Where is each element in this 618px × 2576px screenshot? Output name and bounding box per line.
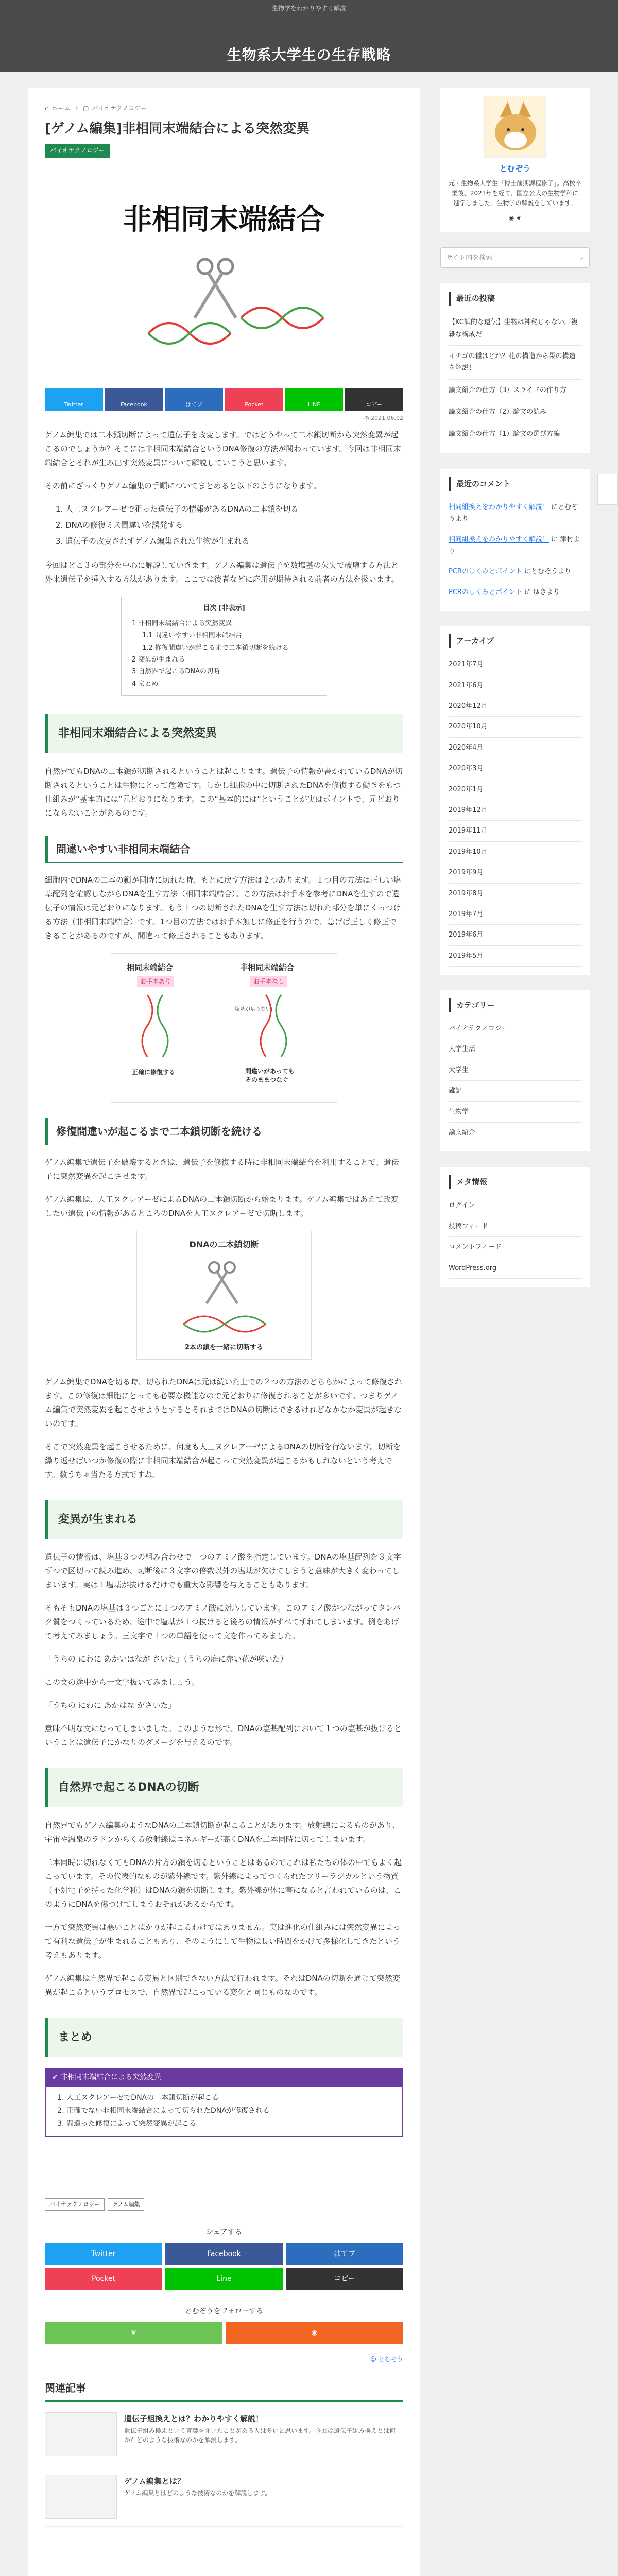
comment-item: 相同組換えをわかりやすく解説！ にとむぞうより [449,503,578,523]
comment-item: PCRのしくみとポイント にとむぞうより [449,568,572,576]
toc-item[interactable]: 1 非相同末端結合による突然変異 [132,619,232,628]
profile-name[interactable]: とむぞう [499,164,530,173]
archive-link[interactable]: 2020年10月 [449,717,581,737]
share-buttons-bottom [45,2243,403,2290]
intro-paragraph-1: ゲノム編集では二本鎖切断によって遺伝子を改変します。ではどうやって二本鎖切断から突然変異が起こるのでしょうか？そこには非相同末端結合というDNA修復の方法が関わっています。今回は非相同末端結合とそれが生み出す突然変異について解説していこうと思います。 [45,430,401,468]
clock-icon: ◷ [364,414,369,421]
example-sentence: 「うちの にわに あかいはなが さいた」（うちの庭に赤い花が咲いた） [45,1654,288,1664]
section-paragraph: 自然界でもDNAの二本鎖が切断されるということは起こります。遺伝子の情報が書かれているDNAが切断されるということは生物にとって危険です。しかし細胞の中に切断されたDNAを修復する働きをもつ仕組みが“基本的には”元どおりになります。この“基本的には”ということが実はポイントで、元どおりにならないことがあるのです。 [45,766,403,818]
recent-post-link[interactable]: イチゴの種はどれ？花の構造から果の構造を解説！ [449,346,581,380]
section-paragraph: ゲノム編集で遺伝子を破壊するときは、遺伝子を修復する時に非相同末端結合を利用することで、遺伝子に突然変異を起こさせます。 [45,1157,399,1181]
figure-label-nonhomologous: 非相同末端結合 [240,962,295,972]
archive-link[interactable]: 2019年5月 [449,946,581,967]
figure-badge-template: お手本あり [137,976,174,988]
comment-link[interactable]: 相同組換えをわかりやすく解説！ [449,503,550,511]
tag-link[interactable]: ゲノム編集 [108,2198,144,2211]
article-title: [ゲノム編集]非相同末端結合による突然変異 [45,121,310,137]
related-thumbnail[interactable] [45,2475,117,2519]
section-paragraph: 細胞内でDNAの二本の鎖が同時に切れた時、もとに戻す方法は２つあります。１つ目の方法は正しい塩基配列を確認しながらDNAを生す方法（相同末端結合）。この方法はお手本を参考にDNAを生すので遺伝子の情報は元どおりになります。もう１つの切断されたDNAを生す方法は切れた部分を単にくっつける方法（非相同末端結合）です。1つ目の方法ではお手本無しに修正を行うので、急げば正しく修正できることがあるのですが、間違って修正されることもあります。 [45,875,401,940]
dog-icon [485,96,546,158]
home-icon: ⌂ [45,105,49,112]
meta-link[interactable]: コメントフィード [449,1237,581,1258]
tag-list [45,2198,403,2211]
toc-item[interactable]: 2 変異が生まれる [132,655,185,664]
dna-repair-illustration [111,954,338,1103]
tag-link[interactable]: バイオテクノロジー [45,2198,105,2211]
meta-widget [440,1167,590,1287]
copy-share-button[interactable]: コピー [286,2268,403,2290]
figure-label-homologous: 相同末端結合 [127,962,174,972]
widget-title: 最近のコメント [449,477,581,491]
toc-item[interactable]: 4 まとめ [132,680,159,688]
profile-description: 元・生物系大学生「博士前期課程修了」。高校卒業後、2021年を経て、国立公大の生物学科に進学しました。生物学の解説をしています。 [449,180,582,207]
category-link[interactable]: 大学生活 [449,1039,581,1060]
toc-item[interactable]: 3 自然界で起こるDNAの切断 [132,668,220,676]
meta-link[interactable]: ログイン [449,1195,581,1216]
avatar [484,96,546,158]
line-share-button[interactable]: LINE [285,388,344,411]
comment-item: PCRのしくみとポイント に ゆきより [449,588,560,596]
meta-link[interactable]: WordPress.org [449,1258,581,1279]
related-heading: 関連記事 [45,2379,403,2402]
example-sentence: 「うちの にわに あかはな がさいた」 [45,1701,176,1710]
section-heading-3: 自然界で起こるDNAの切断 [45,1768,403,1807]
category-link[interactable]: 雑記 [449,1081,581,1101]
archive-link[interactable]: 2020年4月 [449,738,581,758]
site-title[interactable]: 生物系大学生の生存戦略 [227,46,391,63]
archive-link[interactable]: 2021年6月 [449,675,581,696]
dna-cut-illustration [137,1231,312,1360]
intro-paragraph-2: その前にざっくりゲノム編集の手順についてまとめると以下のようになります。 [45,481,321,491]
double-strand-break-figure [136,1231,312,1360]
example-note: この文の途中から一文字抜いてみましょう。 [45,1677,200,1687]
related-desc: ゲノム編集とはどのような技術なのかを解説します。 [124,2489,271,2497]
toc-item[interactable]: 1.2 修復間違いが起こるまで二本鎖切断を続ける [142,643,289,652]
site-header [0,0,618,72]
copy-share-button[interactable]: コピー [345,388,403,411]
list-item: 1. 人工ヌクレアーゼで狙った遺伝子の情報があるDNAの二本鎖を切る [65,502,403,516]
category-badge[interactable]: バイオテクノロジー [45,144,110,158]
section-paragraph: ゲノム編集は、人工ヌクレアーゼによるDNAの二本鎖切断から始まります。ゲノム編集ではあえて改変したい遺伝子の情報があるところのDNAを人工ヌクレアーゼで切断します。 [45,1194,399,1218]
figure-caption-inaccurate: 間違いがあっても そのままつなぐ [245,1067,295,1083]
archive-link[interactable]: 2020年12月 [449,696,581,717]
recent-comments-widget [440,469,590,611]
section-paragraph: 一方で突然変異は悪いことばかりが起こるわけではありません。実は進化の仕組みには突然変異によって有利な遺伝子が生まれることもあり、そのようにして生物は長い時間をかけて多様化してきたという考えもあります。 [45,1922,401,1960]
follow-buttons [45,2322,403,2344]
list-item: 1. 人工ヌクレアーゼでDNAの二本鎖切断が起こる [66,2092,397,2105]
feedly-follow-button[interactable] [45,2322,222,2344]
facebook-share-button[interactable]: Facebook [165,2243,283,2265]
archive-link[interactable]: 2019年12月 [449,800,581,821]
archive-link[interactable]: 2019年8月 [449,884,581,904]
archive-link[interactable]: 2019年6月 [449,925,581,945]
section-paragraph: そもそもDNAの塩基は３つごとに１つのアミノ酸に対応しています。このアミノ酸がつながってタンパク質をつくっているため、途中で塩基が１つ抜けると後ろの情報がすべてずれてしまいます。例をあげて考えてみましょう。三文字で１つの単語を使って文を作ってみました。 [45,1603,401,1641]
rss-icon[interactable]: ◉ [508,214,514,222]
post-date: ◷ 2021.06.02 [364,414,403,421]
folder-icon: ▢ [83,105,89,112]
search-icon[interactable]: ⌕ [580,254,584,262]
recent-post-link[interactable]: 論文紹介の仕方（2）論文の読み [449,401,581,423]
comment-link[interactable]: PCRのしくみとポイント [449,568,522,576]
feedly-icon: ❦ [130,2329,137,2337]
chevron-right-icon: › [75,105,78,112]
section-heading-4: まとめ [45,2018,403,2057]
summary-title: ✔ 非相同末端結合による突然変異 [46,2069,402,2086]
intro-paragraph-3: 今回はどこ３の部分を中心に解説していきます。ゲノム編集は遺伝子を数塩基の欠失で破壊する方法と外来遺伝子を挿入する方法があります。ここでは後者などに応用が期待される前者の方法を扱います。 [45,561,399,584]
breadcrumb-category[interactable]: バイオテクノロジー [92,105,147,112]
archive-link[interactable]: 2021年7月 [449,654,581,675]
article-main [28,88,420,2576]
repair-comparison-figure [111,953,337,1103]
comment-item: 相同組換えをわかりやすく解説！ に 津村より [449,535,580,556]
section-paragraph: ゲノム編集は自然界で起こる変異と区別できない方法で行われます。それはDNAの切断を通じて突然変異が起こるというプロセスで、自然界で起こっている変化と同じものなのです。 [45,1973,400,1997]
section-paragraph: 意味不明な文になってしまいました。このような形で、DNAの塩基配列において１つの塩基が抜けるということは遺伝子にかなりのダメージを与えるのです。 [45,1724,402,1748]
related-thumbnail[interactable] [45,2412,117,2456]
archive-link[interactable]: 2020年3月 [449,758,581,779]
section-paragraph: ゲノム編集でDNAを切る時、切られたDNAは元は続いた上での２つの方法のどちらかによって修復されます。この修復は細胞にとっても必要な機能なので元どおりに修復されることが多いです。つまりゲノム編集で突然変異を起こさせようとするとそれまではDNAの切断はできるけれどなかなか変異が起きないのです。 [45,1377,402,1428]
section-paragraph: そこで突然変異を起こさせるために、何度も人工ヌクレアーゼによるDNAの切断を行ないます。切断を繰り返せばいつか修復の際に非相同末端結合が起こって突然変異が起こるかもしれないという考えです。数うちゃ当たる方式ですね。 [45,1442,401,1479]
section-heading-2: 変異が生まれる [45,1500,403,1539]
figure-caption: 2本の鎖を一緒に切断する [184,1344,264,1352]
twitter-share-button[interactable]: Twitter [45,388,103,411]
category-link[interactable]: バイオテクノロジー [449,1019,581,1039]
search-input[interactable]: サイト内を検索 ⌕ [440,247,590,268]
related-item[interactable] [45,2475,403,2527]
widget-title: メタ情報 [449,1175,581,1189]
facebook-share-button[interactable]: Facebook [105,388,163,411]
meta-link[interactable]: 投稿フィード [449,1216,581,1237]
archive-link[interactable]: 2020年1月 [449,779,581,800]
subsection-heading-2: 修復間違いが起こるまで二本鎖切断を続ける [45,1118,403,1145]
section-paragraph: 自然界でもゲノム編集のようなDNAの二本鎖切断が起こることがあります。放射線によるものがあり、宇宙や温泉のラドンからくる放射線はエネルギーが高くDNAを二本同時に切ってしまいます。 [45,1820,400,1844]
profile-social [449,213,581,224]
figure-note: 塩基が足りない! [235,1006,273,1012]
recaptcha-badge[interactable] [597,474,618,505]
archive-link[interactable]: 2019年10月 [449,842,581,862]
profile-widget [440,88,590,232]
recent-posts-widget [440,283,590,453]
category-link[interactable]: 生物学 [449,1102,581,1123]
line-share-button[interactable]: Line [165,2268,283,2290]
scissors-dna-illustration [45,163,404,385]
comment-link[interactable]: PCRのしくみとポイント [449,588,522,596]
related-desc: 遺伝子組み換えという言葉を聞いたことがある人は多いと思います。今回は遺伝子組み換えとは何か？どのような技術なのかを解説します。 [124,2427,396,2444]
comment-link[interactable]: 相同組換えをわかりやすく解説！ [449,535,550,544]
toc-title[interactable]: 目次 [非表示] [203,604,245,613]
site-tagline: 生物学をわかりやすく解説 [271,5,346,12]
section-heading-1: 非相同末端結合による突然変異 [45,714,403,753]
list-item: 3. 間違った修復によって突然変異が起こる [66,2117,397,2130]
summary-box [45,2068,403,2137]
rss-icon: ◉ [311,2329,318,2337]
breadcrumb [45,103,403,114]
figure-title: DNAの二本鎖切断 [189,1239,259,1249]
sidebar [440,88,590,1302]
breadcrumb-home[interactable]: ホーム [52,105,71,112]
section-paragraph: 二本同時に切れなくてもDNAの片方の鎖を切るということはあるのでこれは私たちの体の中でもよく起こっています。その代表的なものが紫外線です。紫外線によってつくられたフリーラジカルという物質（不対電子を持った化学種）はDNAの鎖を切断します。紫外線が体に害になると言われているのは、このようにDNAを傷つけてしまうおそれがあるからです。 [45,1857,402,1909]
hatena-share-button[interactable]: はてブ [165,388,223,411]
feedly-icon[interactable]: ❦ [516,214,522,222]
widget-title: カテゴリー [449,998,581,1012]
archive-widget [440,626,590,975]
related-title[interactable]: ゲノム編集とは？ [124,2477,185,2486]
widget-title: 最近の投稿 [449,292,581,306]
related-title[interactable]: 遺伝子組換えとは？わかりやすく解説！ [124,2414,264,2424]
pocket-share-button[interactable]: Pocket [45,2268,162,2290]
share-label: シェアする [206,2228,242,2237]
widget-title: アーカイブ [449,634,581,648]
figure-caption-accurate: 正確に修復する [132,1068,176,1076]
related-item[interactable] [45,2412,403,2464]
check-icon: ✔ [52,2073,58,2082]
eyecatch-image [45,163,403,384]
recent-post-link[interactable]: 論文紹介の仕方（1）論文の選び方編 [449,423,581,445]
toc-item[interactable]: 1.1 間違いやすい非相同末端結合 [142,632,242,640]
archive-link[interactable]: 2019年7月 [449,904,581,925]
rss-follow-button[interactable] [226,2322,403,2344]
figure-badge-no-template: お手本なし [250,976,287,988]
follow-label: とむぞうをフォローする [184,2307,264,2316]
recent-post-link[interactable]: 論文紹介の仕方（3）スライドの作り方 [449,380,581,401]
hatena-share-button[interactable]: はてブ [286,2243,403,2265]
steps-list [65,502,403,548]
category-link[interactable]: 論文紹介 [449,1123,581,1143]
archive-link[interactable]: 2019年9月 [449,862,581,883]
section-paragraph: 遺伝子の情報は、塩基３つの組み合わせで一つのアミノ酸を指定しています。DNAの塩基配列を３文字ずつで区切って読み進め、切断後に３文字の倍数以外の塩基が欠けてしまうと意味が大きく変わってしまいます。実は１塩基が抜けるだけでも重大な影響を与えることもあります。 [45,1552,401,1590]
pocket-share-button[interactable]: Pocket [225,388,283,411]
sns-share-top [45,388,403,411]
author-link[interactable]: ☺ とむぞう [370,2355,403,2363]
categories-widget [440,990,590,1151]
list-item: 2. DNAの修復ミス間違いを誘発する [65,518,403,532]
category-link[interactable]: 大学生 [449,1060,581,1081]
summary-list [66,2092,397,2131]
user-icon: ☺ [370,2355,377,2363]
list-item: 3. 遺伝子の改変されずゲノム編集された生物が生まれる [65,534,403,548]
table-of-contents [121,597,327,696]
archive-link[interactable]: 2019年11月 [449,821,581,841]
eyecatch-title: 非相同末端結合 [123,202,325,236]
subsection-heading-1: 間違いやすい非相同末端結合 [45,836,403,863]
list-item: 2. 正確でない非相同末端結合によって切られたDNAが修復される [66,2105,397,2117]
twitter-share-button[interactable]: Twitter [45,2243,162,2265]
recent-post-link[interactable]: 【KC試的な遺伝】生物は神秘じゃない。複雑な構成だ [449,312,581,346]
